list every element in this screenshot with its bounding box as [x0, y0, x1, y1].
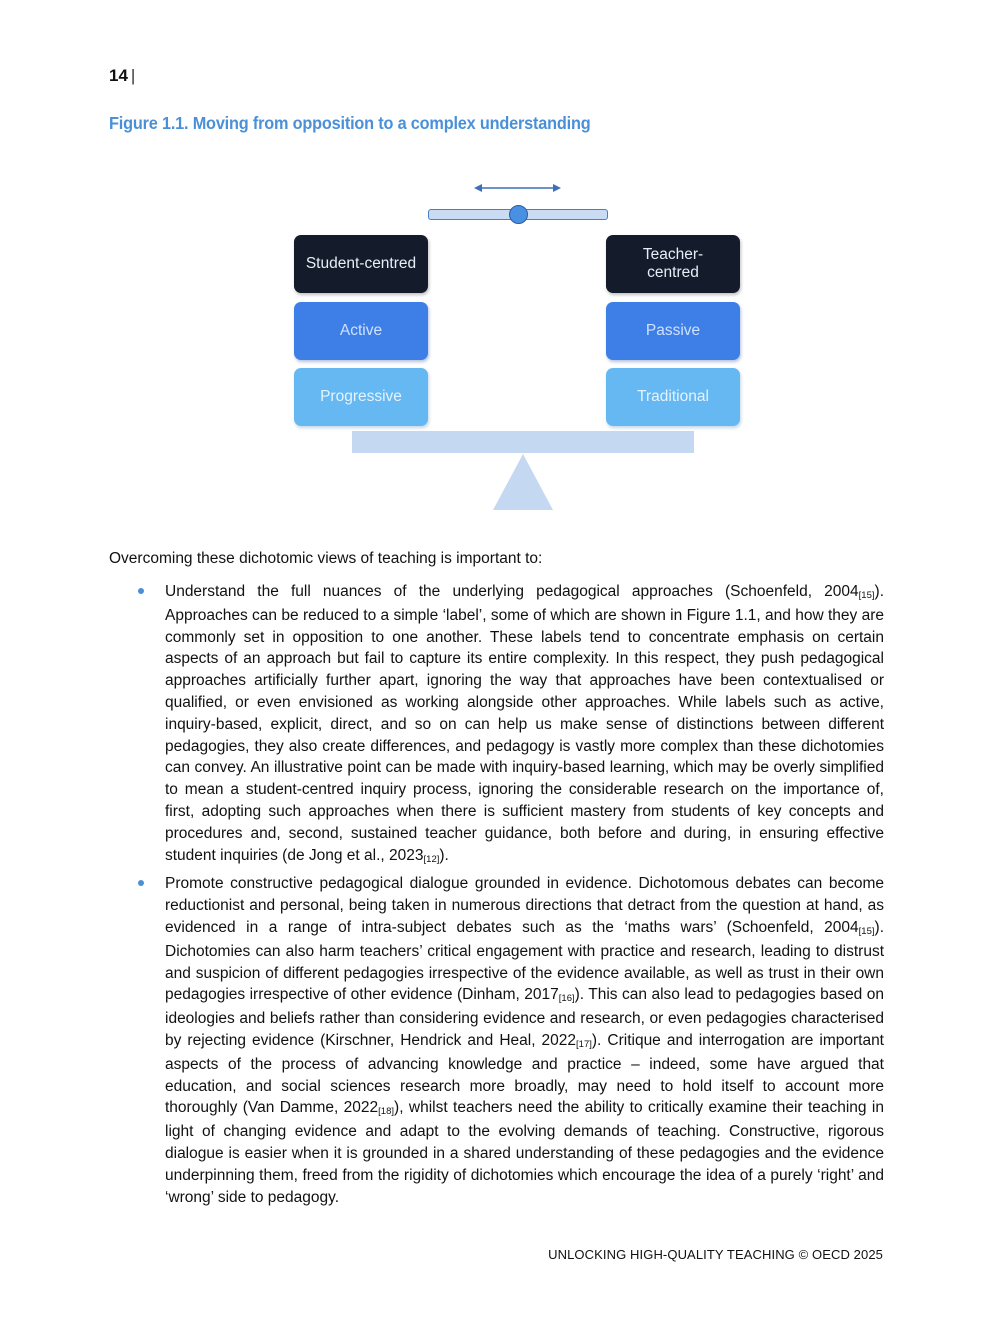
text-run: ). — [439, 846, 449, 864]
bullet-icon — [138, 880, 144, 886]
figure-title: Figure 1.1. Moving from opposition to a complex understanding — [109, 113, 591, 133]
citation-ref: [15] — [858, 590, 875, 601]
bullet-icon — [138, 588, 144, 594]
text-run: ). Dichotomies can also harm teachers’ critical engagement with practice and research, leading to distrust and suspicion of different pedagogies irrespective of the evidence available, as well as trust in their own pedagogies irrespective of other evidence (Dinham, 2017 — [165, 918, 884, 1004]
balance-beam — [352, 431, 694, 453]
label-box-progressive — [294, 368, 428, 426]
list-item — [109, 581, 884, 868]
text-run: ), whilst teachers need the ability to critically examine their teaching in light of changing evidence and adapt to the evolving demands of teaching. Constructive, rigorous dialogue is easier when it is grounded in a shared understanding of these pedagogies and the evidence underpinning them, freed from the rigidity of dichotomies which encourage the idea of a purely ‘right’ and ‘wrong’ side to pedagogy. — [165, 1099, 884, 1206]
citation-ref: [17] — [576, 1038, 592, 1050]
page-number-value: 14 — [109, 66, 128, 85]
bullet-text — [165, 581, 884, 868]
list-item — [109, 873, 884, 1208]
citation-ref: [12] — [423, 853, 440, 865]
text-run: Understand the full nuances of the underlying pedagogical approaches (Schoenfeld, 2004 — [165, 583, 859, 600]
label-text: Progressive — [320, 388, 402, 405]
figure-diagram — [0, 0, 992, 530]
label-text: Passive — [645, 322, 701, 339]
text-run: ). Critique and interrogation are important aspects of the process of advancing knowledge and practice – indeed, some have argued that education, and social sciences research more broadly, may need to hold itself to account more thoroughly (Van Damme, 2022 — [165, 1031, 884, 1117]
intro-paragraph: Overcoming these dichotomic views of teaching is important to: — [109, 550, 543, 567]
label-text: Student-centred — [305, 255, 417, 272]
page-number-separator: | — [130, 66, 136, 85]
bullet-text — [165, 873, 884, 1208]
slider-knob — [509, 205, 528, 224]
text-run: ). Approaches can be reduced to a simple ‘label’, some of which are shown in Figure 1.1, and how they are commonly set in opposition to one another. These labels tend to concentrate emphasis on certain aspects of an approach but fail to capture its entire complexity. In this respect, they push pedagogical approaches artificially further apart, ignoring the way that approaches have been contextualised or qualified, or even envisioned as working alongside other approaches. While labels such as active, inquiry-based, explicit, direct, and so on can help us make sense of distinctions between different pedagogies, they also create differences, and pedagogy is vastly more complex than these dichotomies can convey. An illustrative point can be made with inquiry-based learning, which may be overly simplified to mean a student-centred inquiry process, ignoring the considerable research on the importance of, first, adopting such approaches when there is sufficient mastery from students of key concepts and procedures and, second, sustained teacher guidance, both before and during, in ensuring effective student inquiries (de Jong et al., 2023 — [165, 583, 884, 864]
label-box-active — [294, 302, 428, 360]
label-box-traditional — [606, 368, 740, 426]
label-text: Traditional — [637, 388, 709, 405]
label-text: Teacher-centred — [642, 246, 704, 281]
label-box-passive — [606, 302, 740, 360]
fulcrum-triangle — [491, 454, 555, 512]
citation-ref: [15] — [858, 925, 875, 937]
page-footer: UNLOCKING HIGH-QUALITY TEACHING © OECD 2025 — [548, 1247, 883, 1262]
double-arrow-icon — [470, 178, 565, 198]
bullet-list — [109, 581, 884, 1213]
text-run: ). This can also lead to pedagogies based on ideologies and beliefs rather than considering evidence and research, or even pedagogies characterised by rejecting evidence (Kirschner, Hendrick and Heal, 2022 — [165, 986, 884, 1049]
label-box-student-centred — [294, 235, 428, 293]
text-run: Promote constructive pedagogical dialogue grounded in evidence. Dichotomous debates can become reductionist and personal, being taken in numerous directions that detract from the question at hand, as evidenced in a range of intra-subject debates such as the ‘maths wars’ (Schoenfeld, 2004 — [165, 875, 884, 936]
label-box-teacher-centred — [606, 235, 740, 293]
citation-ref: [16] — [558, 993, 575, 1005]
label-text: Active — [339, 322, 383, 339]
citation-ref: [18] — [378, 1106, 395, 1118]
